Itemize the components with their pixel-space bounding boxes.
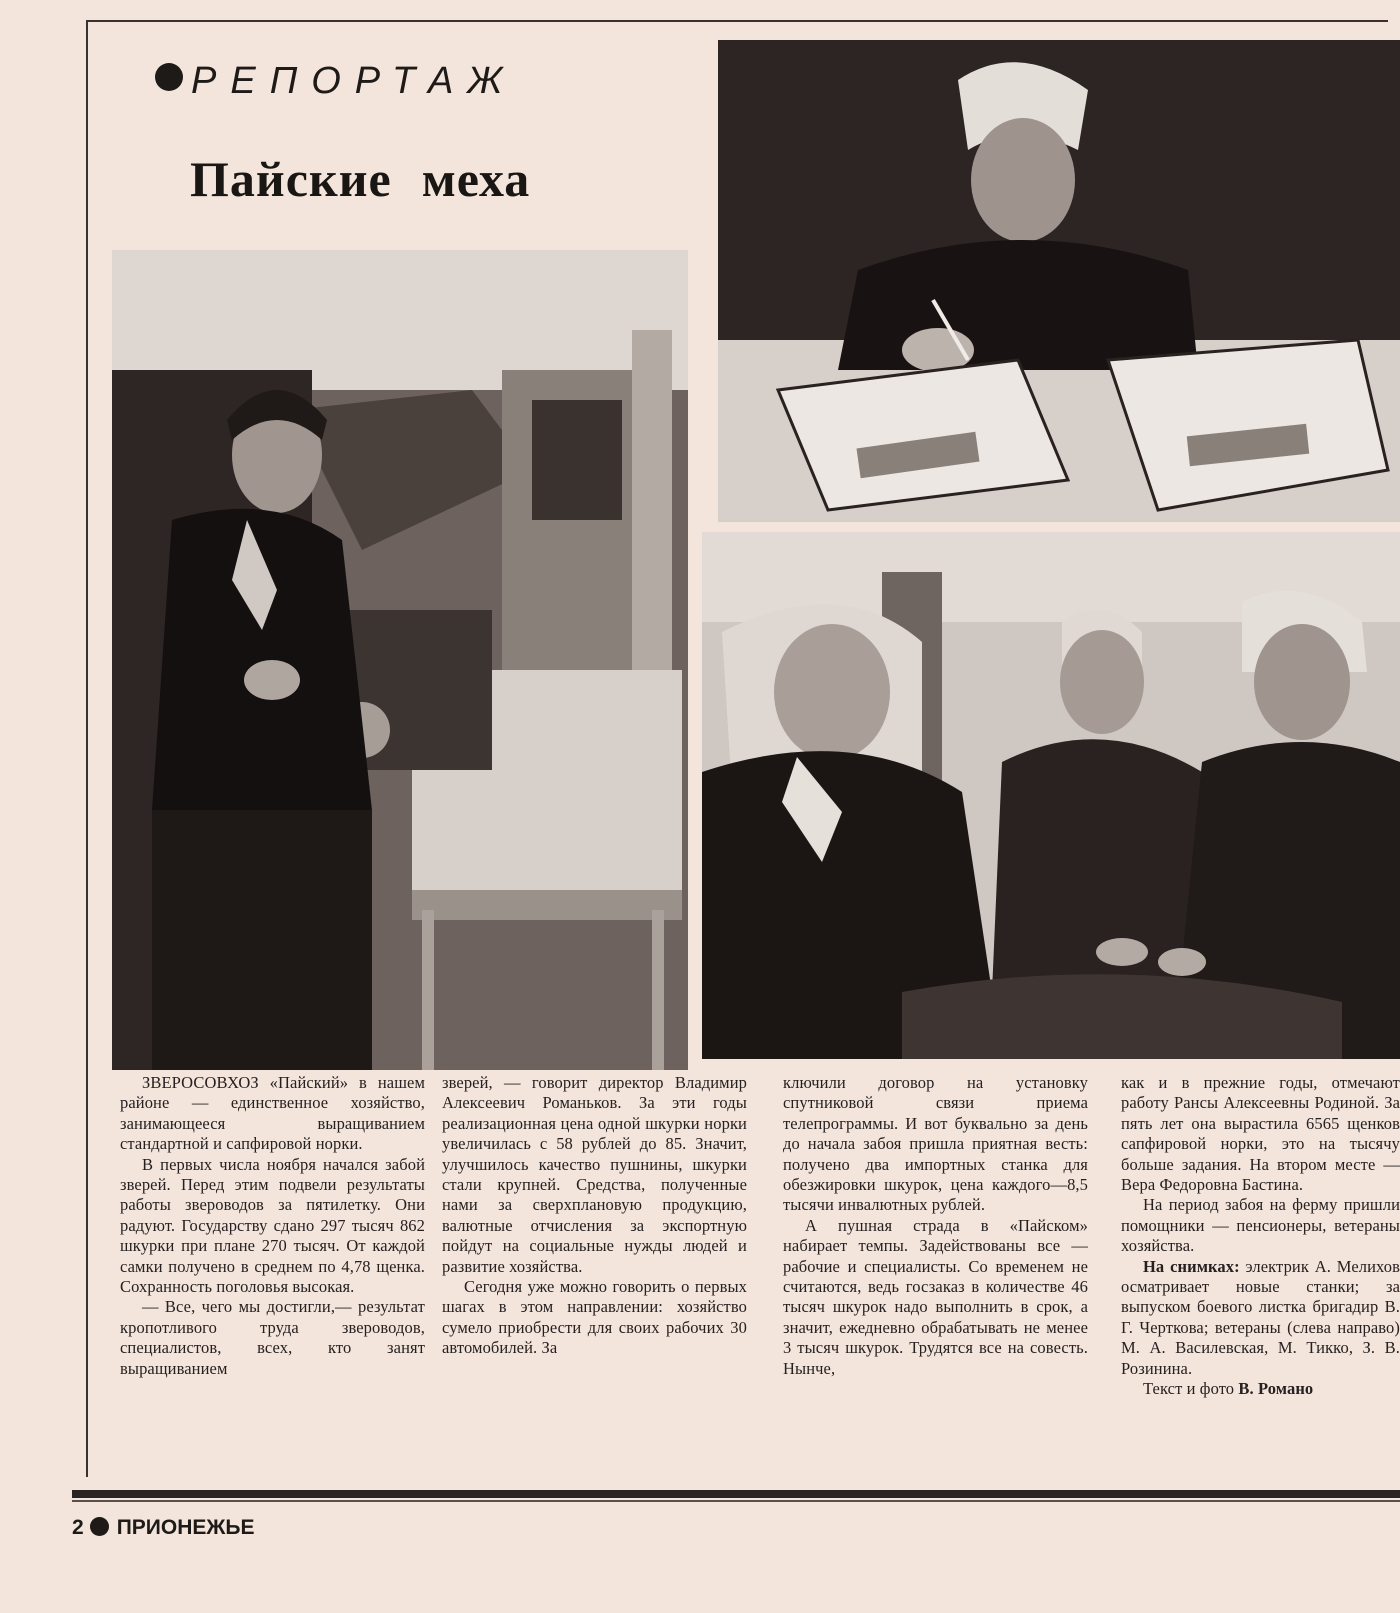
article-headline — [190, 150, 530, 208]
photo-woman-writing — [718, 40, 1400, 522]
col1-paragraph-3: — Все, чего мы достигли,— результат кропотливого труда звероводов, специалистов, всех, кто занят выращиванием — [120, 1297, 425, 1378]
col3-paragraph-1: ключили договор на установку спутниковой связи приема телепрограммы. И вот буквально за день до начала забоя пришла приятная весть: получено два импортных станка для обезжировки шкурок, цена каждого—8,5 тысячи инвалютных рублей. — [783, 1073, 1088, 1215]
footer-rule — [72, 1490, 1400, 1498]
photo-veterans-image — [702, 532, 1400, 1059]
section-kicker — [155, 60, 516, 103]
page-footer — [72, 1516, 254, 1540]
article-column-1 — [120, 1073, 425, 1379]
bullet-icon — [155, 63, 183, 91]
footer-rule-thin — [72, 1500, 1400, 1502]
article-column-2 — [442, 1073, 747, 1359]
col2-paragraph-1: зверей, — говорит директор Владимир Алексеевич Романьков. За эти годы реализационная цена одной шкурки норки увеличилась с 58 рублей до 85. Значит, улучшилось качество пушнины, шкурки стали крупней. Средства, полученные нами за сверхплановую продукцию, валютные отчисления за экспортную пойдут на социальные нужды людей и развитие хозяйства. — [442, 1073, 747, 1276]
photo-caption — [1121, 1257, 1400, 1379]
page-number: 2 — [72, 1516, 84, 1539]
article-column-3 — [783, 1073, 1088, 1379]
headline-word-2: меха — [421, 151, 531, 207]
footer-bullet-icon — [90, 1517, 109, 1536]
byline-author: В. Романо — [1238, 1379, 1314, 1399]
col3-paragraph-2: А пушная страда в «Пайском» набирает темпы. Задействованы все — рабочие и специалисты. Со временем не считаются, ведь госзаказ в количестве 46 тысяч шкурок надо выполнить в срок, а значит, ежедневно обрабатывать не менее 3 тысяч шкурок. Трудятся все на совесть. Нынче, — [783, 1215, 1088, 1378]
photo-woman-writing-image — [718, 40, 1400, 522]
byline-prefix: Текст и фото — [1143, 1379, 1239, 1399]
col2-paragraph-2: Сегодня уже можно говорить о первых шагах в этом направлении: хозяйство сумело приобрести для своих рабочих 30 автомобилей. За — [442, 1277, 747, 1358]
photo-electrician-image — [112, 250, 688, 1070]
col1-paragraph-2: В первых числа ноября начался забой зверей. Перед этим подвели результаты работы звероводов за пятилетку. Они радуют. Государству сдано 297 тысяч 862 шкурки при плане 270 тысяч. От каждой самки получено в среднем по 4,78 щенка. Сохранность поголовья высокая. — [120, 1154, 425, 1297]
col4-paragraph-1: как и в прежние годы, отмечают работу Рансы Алексеевны Родиной. За пять лет она вырастила 6565 щенков сапфировой норки, это на тысячу больше задания. На втором месте — Вера Федоровна Бастина. — [1121, 1073, 1400, 1195]
caption-text: электрик А. Мелихов осматривает новые станки; за выпуском боевого листка бригадир В. Г. Черткова; ветераны (слева направо) М. А. Василевская, М. Тикко, З. В. Розинина. — [1121, 1256, 1400, 1378]
col1-paragraph-1: ЗВЕРОСОВХОЗ «Пайский» в нашем районе — единственное хозяйство, занимающееся выращиванием стандартной и сапфировой норки. — [120, 1073, 425, 1154]
col4-paragraph-2: На период забоя на ферму пришли помощники — пенсионеры, ветераны хозяйства. — [1121, 1195, 1400, 1256]
kicker-text: РЕПОРТАЖ — [191, 60, 517, 102]
publication-name: ПРИОНЕЖЬЕ — [116, 1516, 255, 1539]
article-column-4 — [1121, 1073, 1400, 1400]
byline — [1121, 1379, 1400, 1399]
headline-word-1: Пайские — [190, 151, 392, 207]
caption-lead: На снимках: — [1143, 1256, 1240, 1276]
photo-veterans — [702, 532, 1400, 1059]
photo-electrician-machine — [112, 250, 688, 1070]
